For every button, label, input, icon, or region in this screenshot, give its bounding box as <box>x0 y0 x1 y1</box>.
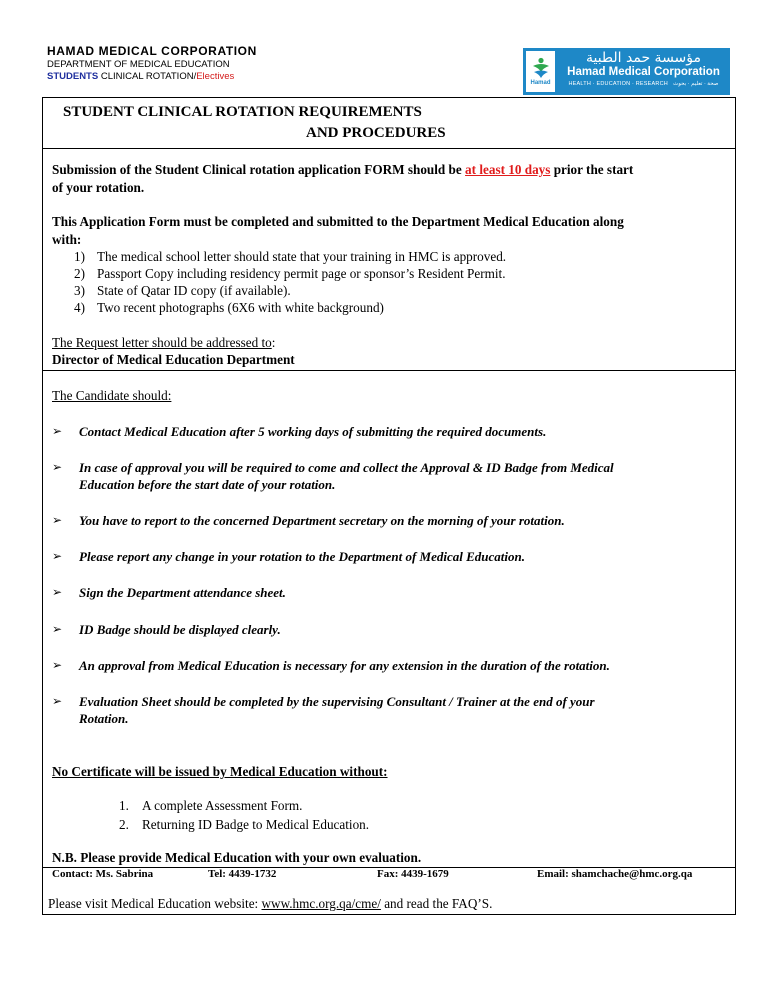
logo-english: Hamad Medical Corporation <box>567 66 720 78</box>
contact-fax: Fax: 4439-1679 <box>377 868 449 880</box>
dept-name: DEPARTMENT OF MEDICAL EDUCATION <box>47 59 230 70</box>
program-line <box>47 71 257 82</box>
logo-tagline-en: HEALTH · EDUCATION · RESEARCH <box>568 81 668 87</box>
list-item-num: 4) <box>74 300 85 315</box>
contact-email[interactable]: Email: shamchache@hmc.org.qa <box>537 868 693 880</box>
candidate-heading: The Candidate should: <box>52 388 172 403</box>
students-label: STUDENTS <box>47 71 99 82</box>
certificate-heading: No Certificate will be issued by Medical Education without: <box>52 764 388 779</box>
requirements-box <box>42 97 736 915</box>
logo-tagline <box>561 81 726 87</box>
list-item: The medical school letter should state that your training in HMC is approved. <box>97 249 507 264</box>
nb-note: N.B. Please provide Medical Education with your own evaluation. <box>52 850 422 865</box>
request-colon: : <box>271 335 276 350</box>
list-item: Two recent photographs (6X6 with white background) <box>97 300 384 315</box>
hmc-logo <box>523 48 730 95</box>
deadline-highlight: at least 10 days <box>465 162 551 177</box>
clinical-label: CLINICAL ROTATION/ <box>98 71 197 82</box>
bullet-text: You have to report to the concerned Department secretary on the morning of your rotation. <box>79 513 565 528</box>
mark-label: Hamad <box>530 80 551 86</box>
certificate-item-num: 1. <box>119 798 129 813</box>
list-item-num: 1) <box>74 249 85 264</box>
bullet-text-cont: Education before the start date of your rotation. <box>79 477 336 492</box>
website-line <box>48 896 492 912</box>
website-pre: Please visit Medical Education website: <box>48 896 262 911</box>
arrow-bullet-icon: ➢ <box>52 424 63 438</box>
org-name: HAMAD MEDICAL CORPORATION <box>47 44 257 58</box>
contact-name: Contact: Ms. Sabrina <box>52 868 154 880</box>
list-item-num: 2) <box>74 266 85 281</box>
arrow-bullet-icon: ➢ <box>52 585 63 599</box>
bullet-text: In case of approval you will be required to come and collect the Approval & ID Badge from Medical <box>79 460 614 475</box>
logo-arabic: مؤسسة حمد الطبية <box>585 50 702 66</box>
page-title-line2: AND PROCEDURES <box>306 125 446 141</box>
arrow-bullet-icon: ➢ <box>52 549 63 563</box>
list-item: State of Qatar ID copy (if available). <box>97 283 291 298</box>
addressee: Director of Medical Education Department <box>52 352 295 367</box>
certificate-item: A complete Assessment Form. <box>142 798 303 813</box>
arrow-bullet-icon: ➢ <box>52 622 63 636</box>
submission-part-a: Submission of the Student Clinical rotation application FORM should be <box>52 162 466 177</box>
bullet-text: Please report any change in your rotation to the Department of Medical Education. <box>79 549 525 564</box>
letterhead <box>47 44 257 82</box>
submission-text-line2: of your rotation. <box>52 180 145 195</box>
divider <box>43 370 735 371</box>
electives-label: Electives <box>196 71 235 82</box>
website-post: and read the FAQ’S. <box>380 896 493 911</box>
logo-tagline-ar: صحة · تعليم · بحوث <box>673 81 719 87</box>
hmc-mark-icon <box>526 51 555 92</box>
bullet-text: An approval from Medical Education is necessary for any extension in the duration of the rotation. <box>79 658 610 673</box>
submission-part-b: prior the start <box>550 162 634 177</box>
certificate-item-num: 2. <box>119 817 129 832</box>
list-item: Passport Copy including residency permit page or sponsor’s Resident Permit. <box>97 266 506 281</box>
bullet-text: Sign the Department attendance sheet. <box>79 585 286 600</box>
website-link[interactable]: www.hmc.org.qa/cme/ <box>261 896 381 911</box>
arrow-bullet-icon: ➢ <box>52 460 63 474</box>
arrow-bullet-icon: ➢ <box>52 513 63 527</box>
contact-tel: Tel: 4439-1732 <box>208 868 277 880</box>
bullet-text: Contact Medical Education after 5 working days of submitting the required documents. <box>79 424 547 439</box>
bullet-text: ID Badge should be displayed clearly. <box>79 622 281 637</box>
submission-text <box>52 162 633 178</box>
arrow-bullet-icon: ➢ <box>52 694 63 708</box>
bullet-text-cont: Rotation. <box>79 711 129 726</box>
list-item-num: 3) <box>74 283 85 298</box>
bullet-text: Evaluation Sheet should be completed by the supervising Consultant / Trainer at the end of your <box>79 694 595 709</box>
application-text: This Application Form must be completed and submitted to the Department Medical Education along <box>52 214 624 229</box>
request-label <box>52 335 275 351</box>
arrow-bullet-icon: ➢ <box>52 658 63 672</box>
application-text-line2: with: <box>52 232 82 247</box>
divider <box>43 148 735 149</box>
certificate-item: Returning ID Badge to Medical Education. <box>142 817 370 832</box>
page-title-line1: STUDENT CLINICAL ROTATION REQUIREMENTS <box>63 104 422 120</box>
request-label-text: The Request letter should be addressed to <box>52 335 272 350</box>
